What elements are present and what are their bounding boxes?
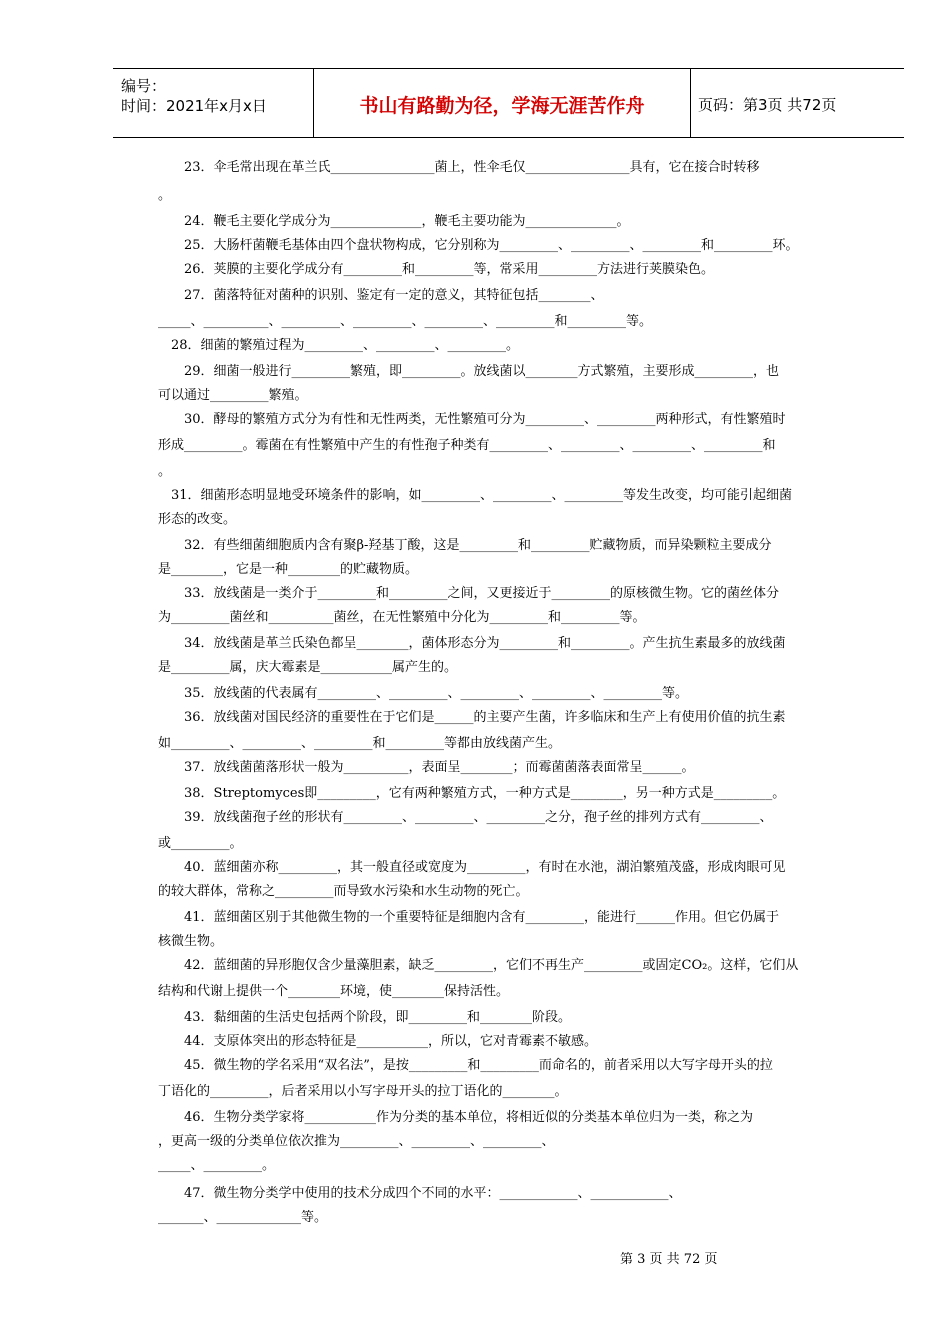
question-line: 。	[158, 188, 172, 203]
question-line: ，更高一级的分类单位依次推为_________、_________、_________、	[158, 1134, 555, 1149]
question-line: 30．酵母的繁殖方式分为有性和无性两类，无性繁殖可分为_________、_________两种形式，有性繁殖时	[158, 412, 786, 427]
question-line: 28．细菌的繁殖过程为_________、_________、_________。	[158, 338, 520, 353]
question-line: 形成_________。霉菌在有性繁殖中产生的有性孢子种类有_________、_________、_________、_________和	[158, 438, 776, 453]
question-line: 39．放线菌孢子丝的形状有_________、_________、_________之分，孢子丝的排列方式有_________、	[158, 810, 773, 825]
question-line: 31．细菌形态明显地受环境条件的影响，如_________、_________、_________等发生改变，均可能引起细菌	[158, 488, 793, 503]
question-line: 42．蓝细菌的异形胞仅含少量藻胆素，缺乏_________，它们不再生产_________或固定CO₂。这样，它们从	[158, 958, 799, 973]
question-line: 的较大群体，常称之_________而导致水污染和水生动物的死亡。	[158, 884, 529, 899]
question-line: 丁语化的_________，后者采用以小写字母开头的拉丁语化的________。	[158, 1084, 568, 1099]
question-line: 。	[158, 464, 172, 479]
question-line: 23．伞毛常出现在革兰氏________________菌上，性伞毛仅________________具有，它在接合时转移	[158, 160, 760, 175]
header-info-cell	[113, 69, 313, 137]
question-line: 34．放线菌是革兰氏染色都呈________，菌体形态分为_________和_________。产生抗生素最多的放线菌	[158, 636, 786, 651]
question-line: _____、_________。	[158, 1158, 276, 1173]
question-line: 47．微生物分类学中使用的技术分成四个不同的水平：____________、____________、	[158, 1186, 682, 1201]
question-line: 33．放线菌是一类介于_________和_________之间，又更接近于_________的原核微生物。它的菌丝体分	[158, 586, 780, 601]
question-line: 44．支原体突出的形态特征是___________，所以，它对青霉素不敏感。	[158, 1034, 598, 1049]
question-line: 40．蓝细菌亦称_________，其一般直径或宽度为_________，有时在水池，湖泊繁殖茂盛，形成肉眼可见	[158, 860, 786, 875]
question-line: 27．菌落特征对菌种的识别、鉴定有一定的意义，其特征包括________、	[158, 288, 604, 303]
question-line: 25．大肠杆菌鞭毛基体由四个盘状物构成，它分别称为_________、_________、_________和_________环。	[158, 238, 799, 253]
question-line: 38．Streptomyces即_________，它有两种繁殖方式，一种方式是________，另一种方式是_________。	[158, 786, 786, 801]
question-line: 29．细菌一般进行_________繁殖，即_________。放线菌以________方式繁殖，主要形成_________，也	[158, 364, 780, 379]
question-line: 41．蓝细菌区别于其他微生物的一个重要特征是细胞内含有_________，能进行______作用。但它仍属于	[158, 910, 780, 925]
question-line: _____、__________、_________、_________、_________、_________和_________等。	[158, 314, 653, 329]
question-line: 36．放线菌对国民经济的重要性在于它们是______的主要产生菌，许多临床和生产上有使用价值的抗生素	[158, 710, 786, 725]
page-footer: 第 3 页 共 72 页	[620, 1252, 718, 1267]
question-line: 46．生物分类学家将___________作为分类的基本单位，将相近似的分类基本单位归为一类，称之为	[158, 1110, 754, 1125]
question-line: 或_________。	[158, 836, 243, 851]
header-page-label: 页码：第3页 共72页	[698, 96, 837, 114]
question-line: 核微生物。	[158, 934, 224, 949]
header-page-cell	[690, 69, 904, 137]
question-line: 形态的改变。	[158, 512, 237, 527]
document-code-label: 编号：	[121, 77, 167, 95]
question-line: 43．黏细菌的生活史包括两个阶段，即_________和________阶段。	[158, 1010, 572, 1025]
document-time-label: 时间：2021年x月x日	[121, 97, 267, 115]
question-line: 37．放线菌菌落形状一般为__________，表面呈________；而霉菌菌落表面常呈______。	[158, 760, 695, 775]
question-line: 45．微生物的学名采用“双名法”，是按_________和_________而命名的，前者采用以大写字母开头的拉	[158, 1058, 773, 1073]
question-line: _______、_____________等。	[158, 1210, 328, 1225]
question-line: 是________，它是一种________的贮藏物质。	[158, 562, 419, 577]
question-line: 26．荚膜的主要化学成分有_________和_________等，常采用_________方法进行荚膜染色。	[158, 262, 715, 277]
question-line: 32．有些细菌细胞质内含有聚β-羟基丁酸，这是_________和_________贮藏物质，而异染颗粒主要成分	[158, 538, 772, 553]
question-line: 35．放线菌的代表属有_________、_________、_________、_________、_________等。	[158, 686, 689, 701]
question-line: 如_________、_________、_________和_________等都由放线菌产生。	[158, 736, 562, 751]
question-line: 24．鞭毛主要化学成分为______________，鞭毛主要功能为______________。	[158, 214, 630, 229]
question-line: 是_________属，庆大霉素是___________属产生的。	[158, 660, 458, 675]
page-header	[113, 68, 904, 138]
question-line: 结构和代谢上提供一个________环境，使________保持活性。	[158, 984, 510, 999]
question-line: 可以通过_________繁殖。	[158, 388, 308, 403]
header-motto-cell	[313, 69, 691, 137]
question-line: 为_________菌丝和__________菌丝，在无性繁殖中分化为_________和_________等。	[158, 610, 646, 625]
header-motto: 书山有路勤为径，学海无涯苦作舟	[359, 95, 645, 117]
